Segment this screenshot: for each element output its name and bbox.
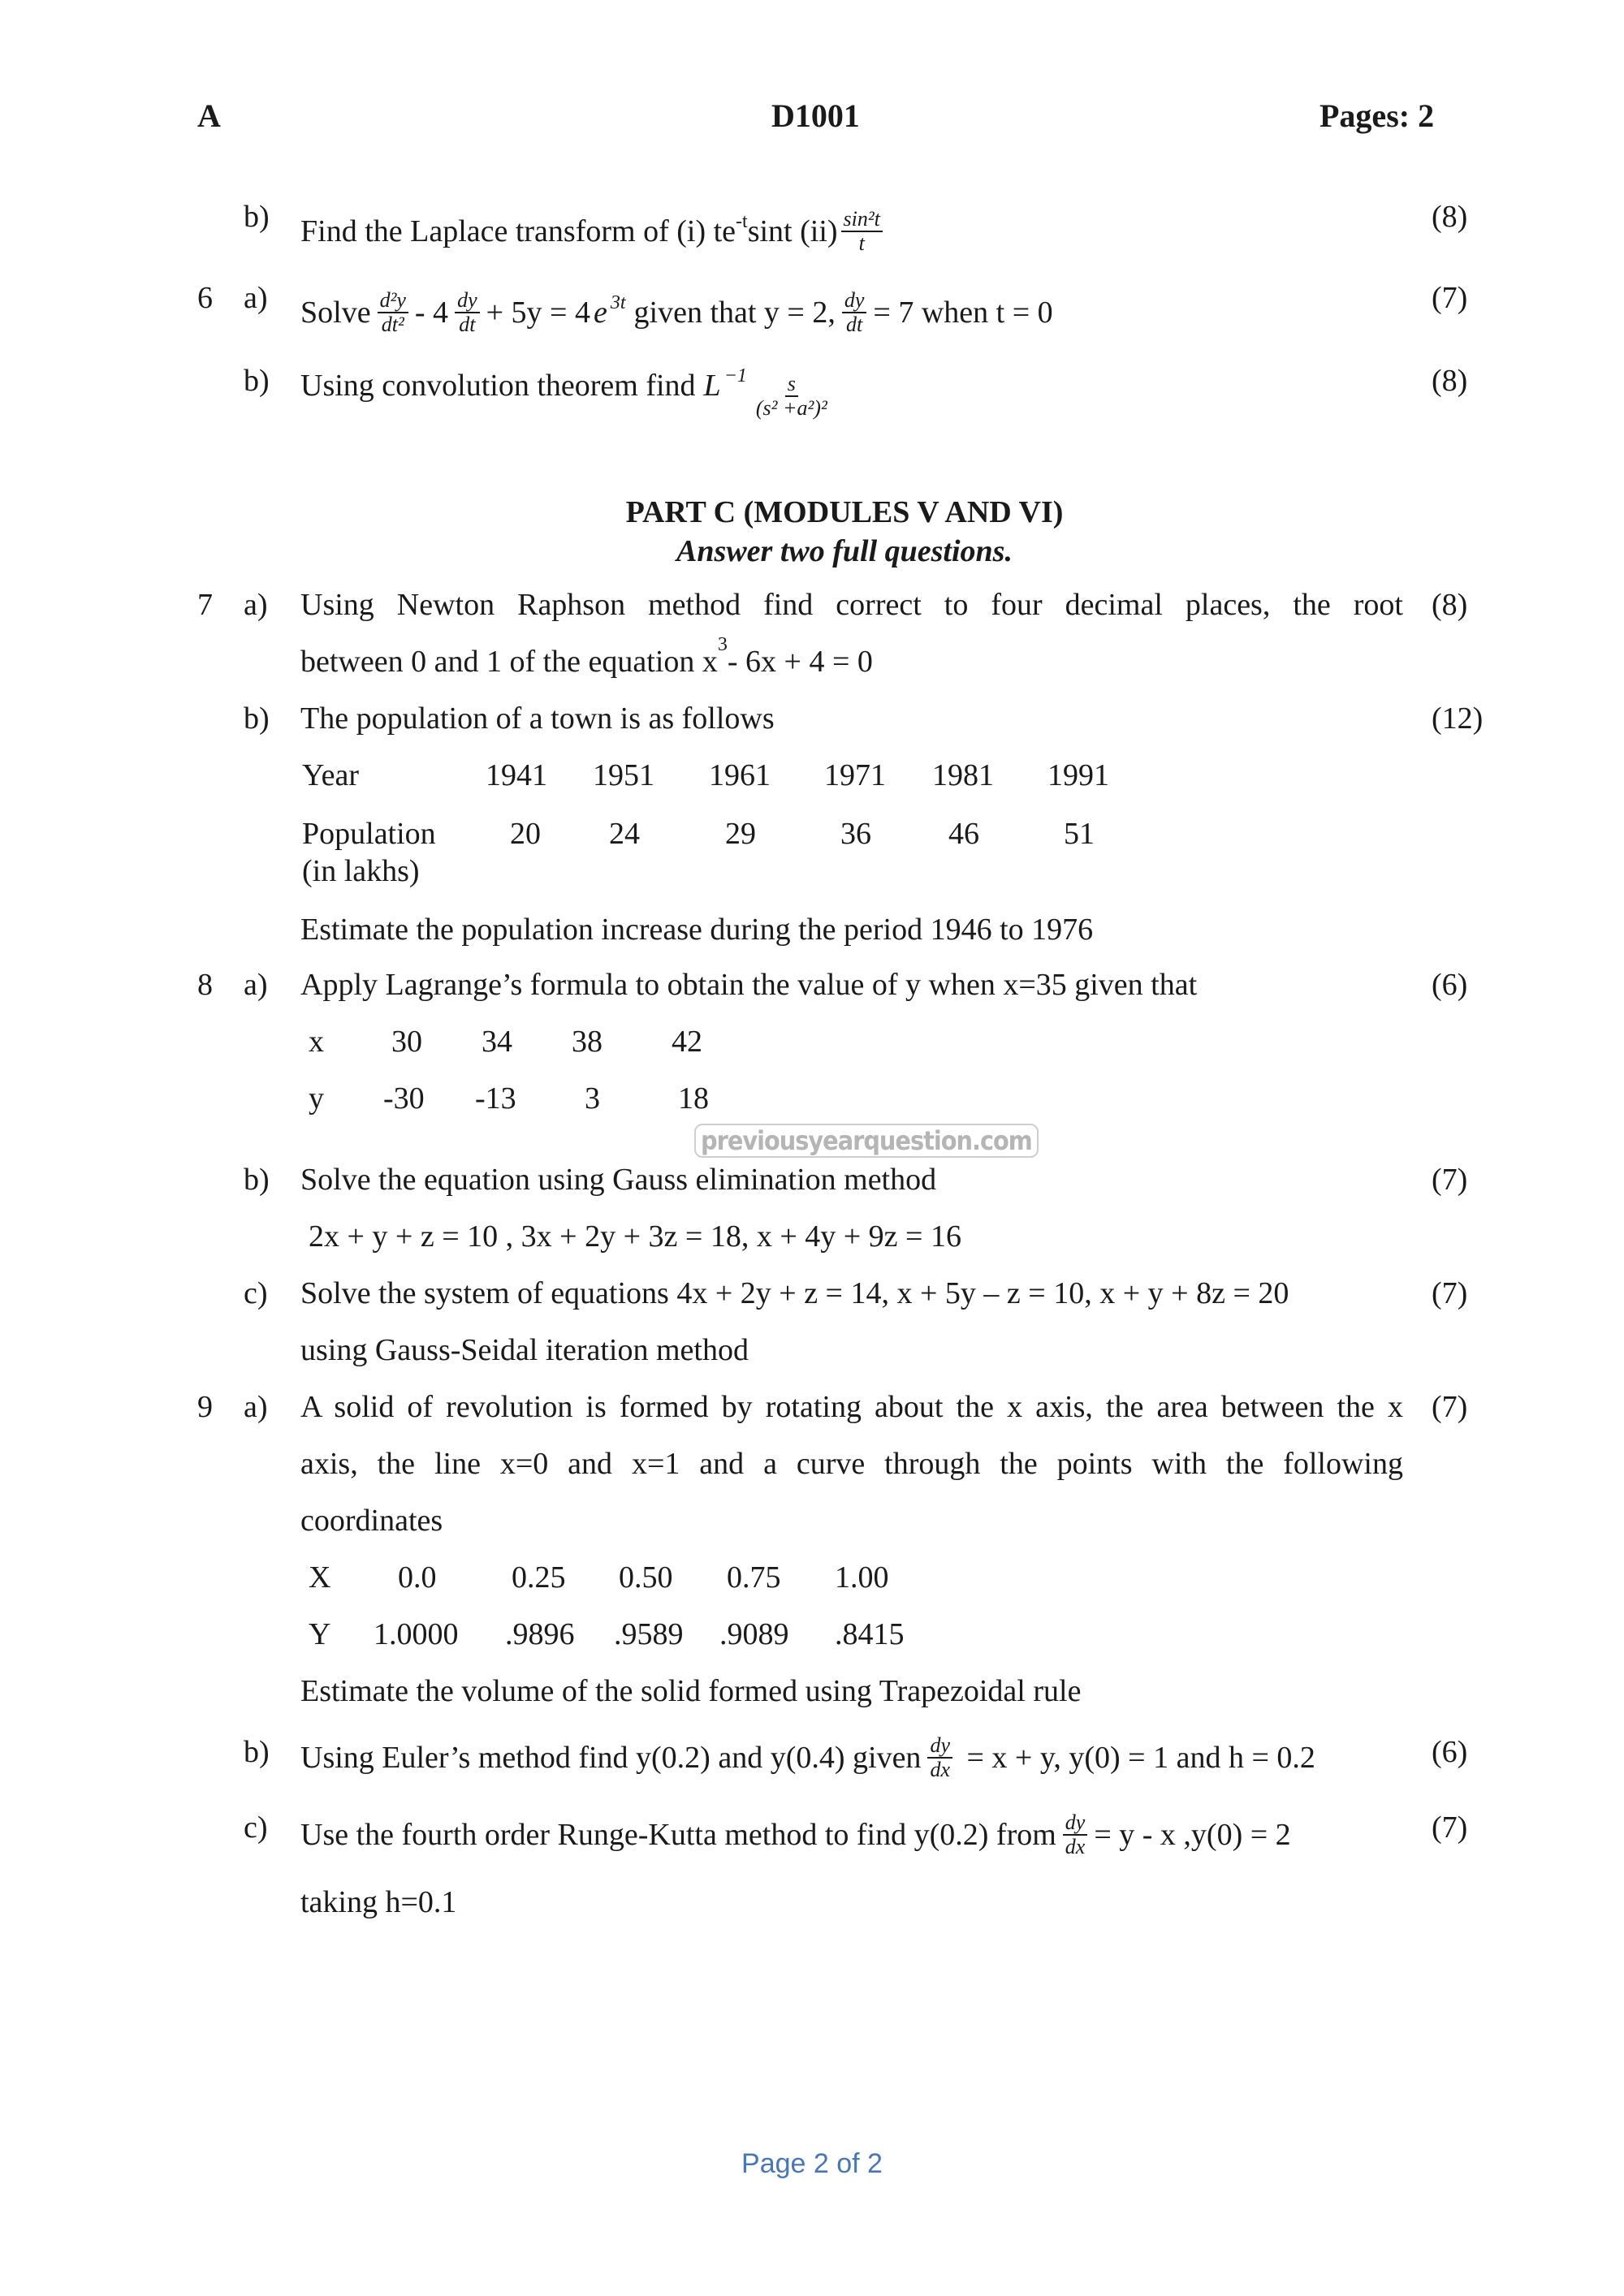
table-cell: 29 xyxy=(725,817,756,851)
table-cell: 30 xyxy=(391,1025,422,1059)
table-cell: .8415 xyxy=(835,1617,905,1651)
q6b-text: Using convolution theorem find L $^{-1}$ $\frac{s}{\text{(s² +a²)²}}$ xyxy=(300,365,827,420)
table-cell: 34 xyxy=(482,1025,512,1059)
watermark-logo: previousyearquestion.com xyxy=(694,1124,1039,1158)
q9a-line1: A solid of revolution is formed by rotating about the x axis, the area between the x xyxy=(300,1390,1403,1424)
q6-number: 6 xyxy=(197,281,213,315)
paper-set-label: A xyxy=(197,97,221,134)
q6b-marks: (8) xyxy=(1432,364,1468,398)
population-row-unit: (in lakhs) xyxy=(302,854,420,888)
q5b-label: b) xyxy=(244,200,270,234)
page-footer: Page 2 of 2 xyxy=(741,2148,883,2179)
table-cell: -30 xyxy=(383,1081,425,1116)
q7b-marks: (12) xyxy=(1432,701,1484,736)
q9-number: 9 xyxy=(197,1390,213,1424)
paper-code: D1001 xyxy=(771,97,860,134)
q5b-marks: (8) xyxy=(1432,200,1468,234)
q6a-marks: (7) xyxy=(1432,281,1468,315)
table-cell: 1.0000 xyxy=(374,1617,459,1651)
q7b-label: b) xyxy=(244,701,270,736)
q8a-text: Apply Lagrange’s formula to obtain the value of y when x=35 given that xyxy=(300,968,1198,1002)
q7b-instruction: Estimate the population increase during the period 1946 to 1976 xyxy=(300,913,1094,947)
y-row-label: y xyxy=(309,1081,324,1116)
q9b-label: b) xyxy=(244,1735,270,1769)
q7-number: 7 xyxy=(197,588,213,622)
table-cell: 1991 xyxy=(1047,758,1109,792)
q7b-text: The population of a town is as follows xyxy=(300,701,775,736)
q6a-label: a) xyxy=(244,281,268,315)
x-row-label: x xyxy=(309,1025,324,1059)
table-cell: 46 xyxy=(948,817,979,851)
table-cell: 0.25 xyxy=(512,1560,566,1595)
table-cell: 42 xyxy=(672,1025,702,1059)
q8b-label: b) xyxy=(244,1163,270,1197)
table-cell: 51 xyxy=(1064,817,1095,851)
table-cell: 1981 xyxy=(932,758,994,792)
table-cell: 1961 xyxy=(709,758,771,792)
table-cell: -13 xyxy=(475,1081,516,1116)
q7a-marks: (8) xyxy=(1432,588,1468,622)
q8b-equations: 2x + y + z = 10 , 3x + 2y + 3z = 18, x + 4y + 9z = 16 xyxy=(309,1219,961,1254)
q8a-label: a) xyxy=(244,968,268,1002)
table-cell: 1971 xyxy=(824,758,886,792)
q6b-label: b) xyxy=(244,364,270,398)
q8b-text: Solve the equation using Gauss elimination method xyxy=(300,1163,937,1197)
q7a-label: a) xyxy=(244,588,268,622)
x-row-label: X xyxy=(309,1560,331,1595)
q9b-marks: (6) xyxy=(1432,1735,1468,1769)
q8-number: 8 xyxy=(197,968,213,1002)
page-count: Pages: 2 xyxy=(1320,97,1435,134)
table-cell: 38 xyxy=(572,1025,603,1059)
q9b-text: Using Euler’s method find y(0.2) and y(0.4) given $\frac{dy}{dx}$ = x + y, y(0) = 1 and h = 0.2 xyxy=(300,1733,1315,1781)
population-row-label: Population xyxy=(302,817,436,851)
y-row-label: Y xyxy=(309,1617,331,1651)
q8a-marks: (6) xyxy=(1432,968,1468,1002)
q9a-instruction: Estimate the volume of the solid formed using Trapezoidal rule xyxy=(300,1674,1082,1708)
q5b-text: Find the Laplace transform of (i) te $^{-t}$ sint (ii) $\frac{\text{sin²t}}{t}$ xyxy=(300,195,886,268)
q9a-line3: coordinates xyxy=(300,1504,443,1538)
table-cell: .9089 xyxy=(719,1617,789,1651)
table-cell: .9589 xyxy=(614,1617,684,1651)
part-c-instruction: Answer two full questions. xyxy=(676,534,1013,568)
table-cell: 1.00 xyxy=(835,1560,889,1595)
q9a-line2: axis, the line x=0 and x=1 and a curve through the points with the following xyxy=(300,1447,1403,1481)
table-cell: 0.75 xyxy=(727,1560,781,1595)
q8c-label: c) xyxy=(244,1276,268,1310)
table-cell: 24 xyxy=(609,817,640,851)
table-cell: .9896 xyxy=(505,1617,575,1651)
q9c-marks: (7) xyxy=(1432,1810,1468,1845)
q7a-line1: Using Newton Raphson method find correct to four decimal places, the root xyxy=(300,588,1403,622)
table-cell: 1941 xyxy=(486,758,547,792)
q8c-line1: Solve the system of equations 4x + 2y + z = 14, x + 5y – z = 10, x + y + 8z = 20 xyxy=(300,1276,1289,1310)
year-row-label: Year xyxy=(302,758,360,792)
q9c-text: Use the fourth order Runge-Kutta method to find y(0.2) from $\frac{dy}{dx}$ = y - x ,y(0) = 2 xyxy=(300,1810,1291,1858)
q7a-line2: between 0 and 1 of the equation $x^3-$ 6x + 4 = 0 xyxy=(300,634,873,679)
q9c-label: c) xyxy=(244,1810,268,1845)
table-cell: 3 xyxy=(585,1081,600,1116)
table-cell: 0.0 xyxy=(398,1560,437,1595)
q8b-marks: (7) xyxy=(1432,1163,1468,1197)
q8c-line2: using Gauss-Seidal iteration method xyxy=(300,1333,749,1367)
table-cell: 1951 xyxy=(593,758,654,792)
table-cell: 36 xyxy=(840,817,871,851)
q5b-fraction: $\frac{\text{sin²t}}{t}$ xyxy=(841,208,883,255)
q9a-label: a) xyxy=(244,1390,268,1424)
q9c-line2: taking h=0.1 xyxy=(300,1885,457,1919)
table-cell: 18 xyxy=(678,1081,709,1116)
table-cell: 0.50 xyxy=(619,1560,673,1595)
q6a-text: Solve $\frac{\text{d²y}}{\text{dt²}}$ - 4 $\frac{dy}{dt}$ + 5y = 4 e $^{3t}$ given that y = 2, $\frac{dy}{dt}$ = 7 when t = 0 xyxy=(300,288,1053,336)
q9a-marks: (7) xyxy=(1432,1390,1468,1424)
q8c-marks: (7) xyxy=(1432,1276,1468,1310)
table-cell: 20 xyxy=(510,817,541,851)
part-c-title: PART C (MODULES V AND VI) xyxy=(625,495,1064,529)
